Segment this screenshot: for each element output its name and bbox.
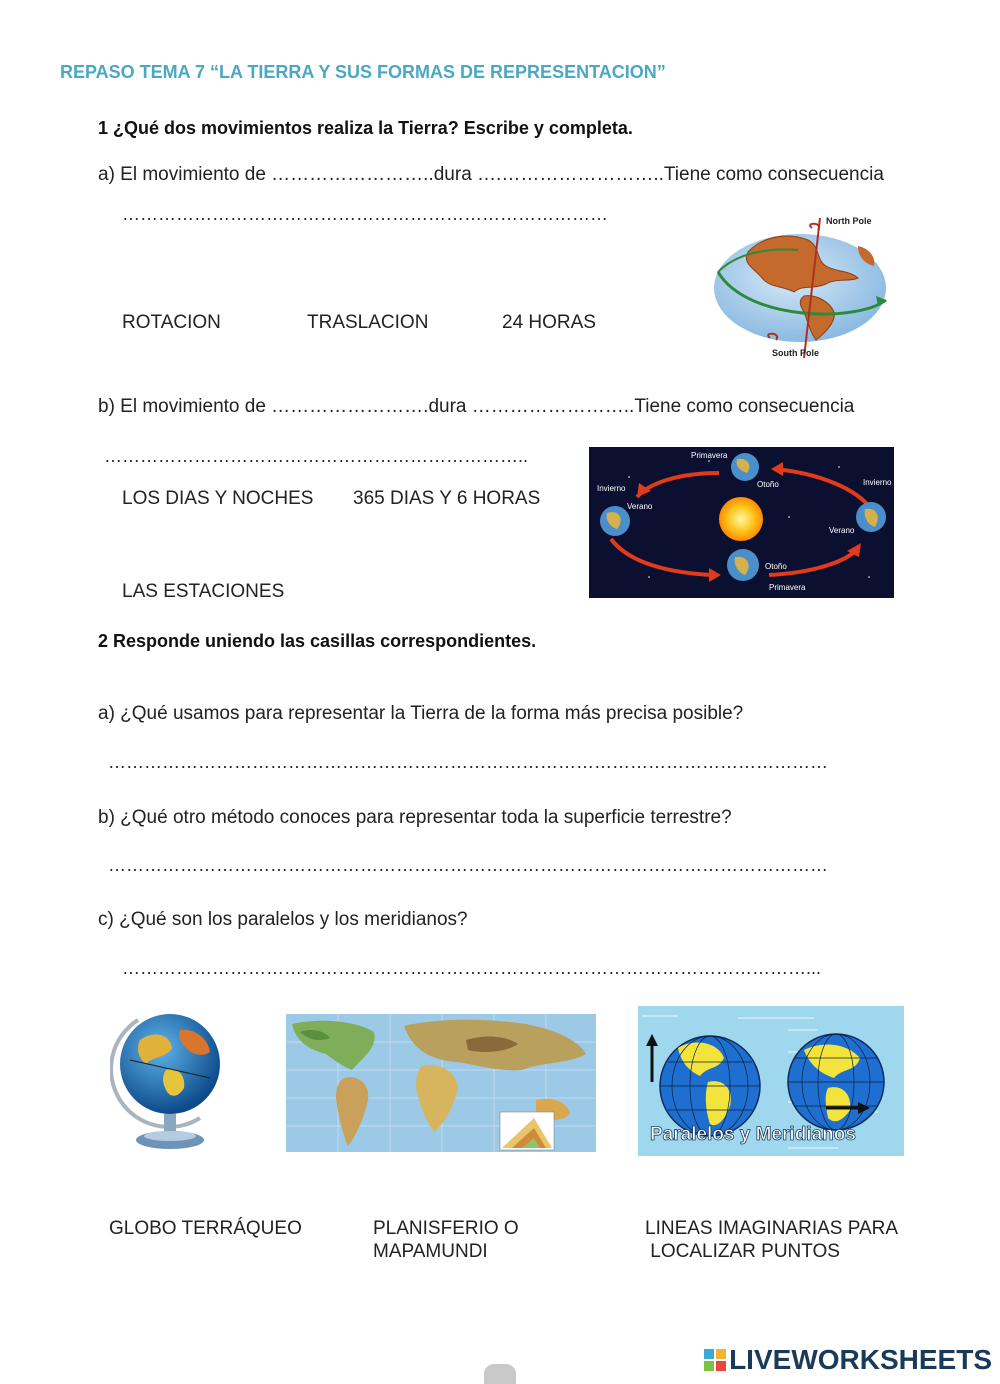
question-2b-text: b) ¿Qué otro método conoces para representar toda la superficie terrestre? [98,807,732,828]
question-2a-text: a) ¿Qué usamos para representar la Tierra de la forma más precisa posible? [98,703,744,724]
answer-line-2b[interactable]: ………………………………………………………………………………………………………… [108,855,828,875]
label-primavera-top: Primavera [691,451,728,460]
label-primavera-bottom: Primavera [769,583,806,592]
option-rotacion[interactable]: ROTACION [122,312,221,333]
label-otono-top: Otoño [757,480,779,489]
page-title: REPASO TEMA 7 “LA TIERRA Y SUS FORMAS DE REPRESENTACION” [60,62,666,82]
question-2c-text: c) ¿Qué son los paralelos y los meridianos? [98,909,468,930]
option-dias-noches[interactable]: LOS DIAS Y NOCHES [122,488,314,509]
answer-line-1a[interactable]: ……………………………………………………………………… [122,204,608,224]
label-planisferio-line2: MAPAMUNDI [373,1241,488,1262]
option-traslacion[interactable]: TRASLACION [307,312,429,333]
option-estaciones[interactable]: LAS ESTACIONES [122,581,285,602]
label-lineas-imaginarias[interactable] [645,1217,898,1263]
liveworksheets-icon [704,1349,726,1371]
south-pole-label: South Pole [772,348,819,358]
label-verano-left: Verano [627,502,653,511]
label-invierno-left: Invierno [597,484,626,493]
question-1b-text: b) El movimiento de …………………….dura ……………………..Tiene como consecuencia [98,396,855,417]
label-verano-right: Verano [829,526,855,535]
option-365-dias[interactable]: 365 DIAS Y 6 HORAS [353,488,541,509]
orbit-seasons-image [589,447,894,598]
liveworksheets-logo [704,1344,992,1376]
question-1-heading: 1 ¿Qué dos movimientos realiza la Tierra? Escribe y completa. [98,118,633,138]
terrestrial-globe-image [110,1000,230,1160]
label-invierno-right: Invierno [863,478,892,487]
north-pole-label: North Pole [826,216,872,226]
world-map-image [286,1014,596,1152]
answer-line-1b[interactable]: …………………………………………………………….. [104,446,529,466]
label-lineas-line1: LINEAS IMAGINARIAS PARA [645,1218,899,1239]
label-lineas-line2: LOCALIZAR PUNTOS [645,1241,840,1262]
liveworksheets-text: LIVEWORKSHEETS [729,1344,992,1375]
question-1a-text: a) El movimiento de ……………………..dura ….……………………..Tiene como consecuencia [98,164,884,185]
option-24-horas[interactable]: 24 HORAS [502,312,596,333]
question-2-heading: 2 Responde uniendo las casillas correspondientes. [98,631,537,651]
label-planisferio-line1: PLANISFERIO O [373,1218,519,1239]
rotation-globe-image [708,212,898,362]
label-globo-terraqueo[interactable]: GLOBO TERRÁQUEO [109,1218,302,1239]
parallels-meridians-caption: Paralelos y Meridianos [650,1124,856,1145]
parallels-meridians-image [638,1006,904,1156]
sun [719,497,763,541]
page-scroll-tab[interactable] [484,1364,516,1384]
answer-line-2a[interactable]: ………………………………………………………………………………………………………… [108,752,828,772]
answer-line-2c[interactable]: ……………………………………………………………………………………………………... [122,958,822,978]
label-planisferio[interactable] [373,1217,519,1263]
label-otono-bottom: Otoño [765,562,787,571]
